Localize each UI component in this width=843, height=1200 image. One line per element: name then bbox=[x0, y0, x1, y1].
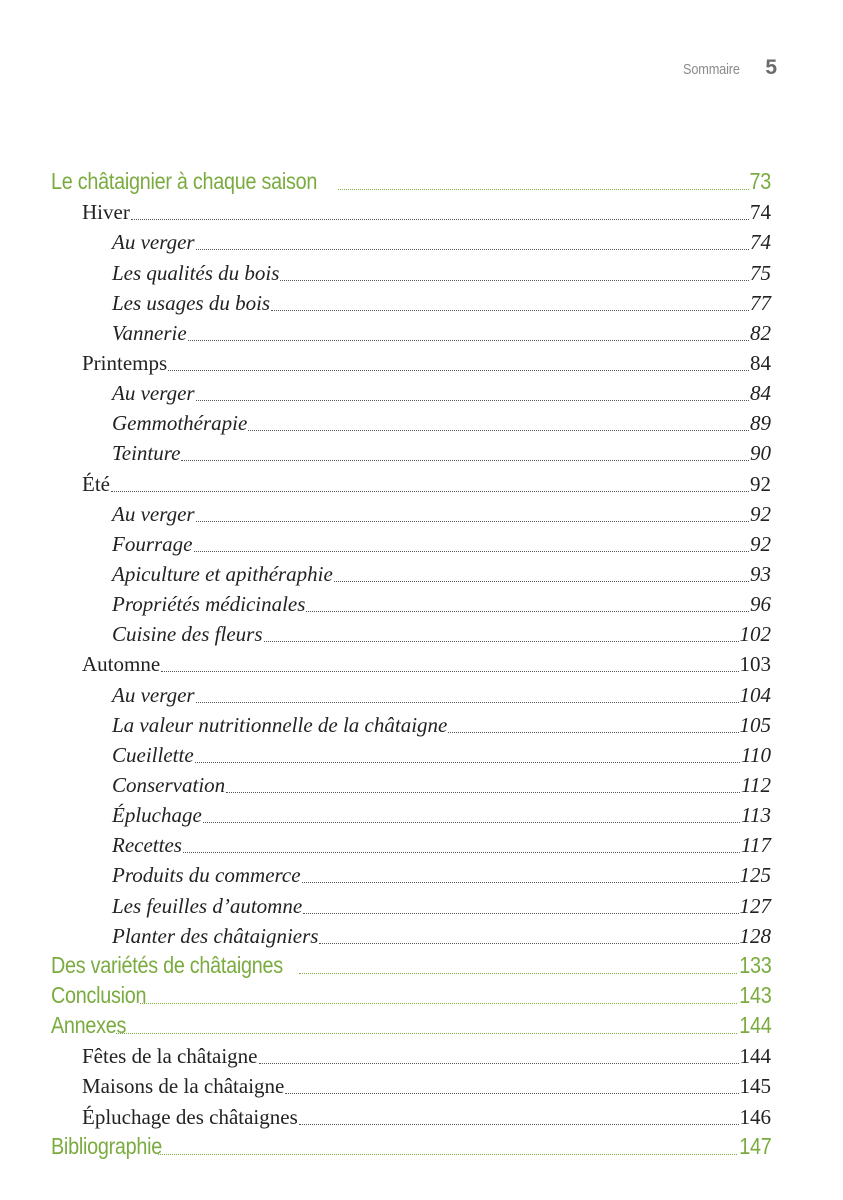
toc-entry-page: 92 bbox=[750, 531, 771, 556]
dot-leader bbox=[196, 249, 749, 250]
dot-leader bbox=[303, 913, 738, 914]
dot-leader bbox=[196, 400, 749, 401]
toc-entry-title: Épluchage des châtaignes bbox=[82, 1104, 298, 1129]
toc-subsection[interactable] bbox=[0, 589, 843, 619]
toc-subsection[interactable] bbox=[0, 740, 843, 770]
toc-entry-title: Épluchage bbox=[112, 803, 202, 828]
toc-subsection[interactable] bbox=[0, 499, 843, 529]
toc-section[interactable] bbox=[0, 1071, 843, 1101]
toc-section[interactable] bbox=[0, 1101, 843, 1131]
toc-subsection[interactable] bbox=[0, 318, 843, 348]
dot-leader bbox=[285, 1093, 738, 1094]
toc-entry-title: Annexes bbox=[51, 1012, 127, 1039]
toc-chapter[interactable] bbox=[0, 951, 843, 981]
toc-chapter[interactable] bbox=[0, 1011, 843, 1041]
toc-entry-page: 75 bbox=[750, 260, 771, 285]
toc-entry-page: 74 bbox=[750, 200, 771, 225]
dot-leader bbox=[280, 280, 749, 281]
toc-subsection[interactable] bbox=[0, 921, 843, 951]
toc-entry-page: 117 bbox=[741, 833, 771, 858]
dot-leader bbox=[196, 521, 749, 522]
toc-entry-page: 102 bbox=[739, 622, 771, 647]
dot-leader bbox=[188, 340, 749, 341]
toc-entry-title: Bibliographie bbox=[51, 1132, 163, 1159]
dot-leader bbox=[259, 1063, 739, 1064]
toc-entry-page: 77 bbox=[750, 290, 771, 315]
toc-subsection[interactable] bbox=[0, 288, 843, 318]
dot-leader bbox=[319, 943, 738, 944]
dot-leader bbox=[306, 611, 749, 612]
toc-entry-page: 128 bbox=[739, 923, 771, 948]
toc-entry-title: Fêtes de la châtaigne bbox=[82, 1044, 258, 1069]
table-of-contents bbox=[0, 167, 843, 1162]
dot-leader bbox=[140, 1003, 737, 1004]
toc-entry-page: 110 bbox=[741, 742, 771, 767]
dot-leader bbox=[299, 973, 737, 974]
toc-subsection[interactable] bbox=[0, 408, 843, 438]
toc-entry-title: Les usages du bois bbox=[112, 290, 271, 315]
toc-entry-page: 96 bbox=[750, 592, 771, 617]
dot-leader bbox=[161, 671, 738, 672]
page-number: 5 bbox=[765, 56, 777, 79]
toc-entry-title: Produits du commerce bbox=[112, 863, 301, 888]
dot-leader bbox=[194, 551, 750, 552]
toc-subsection[interactable] bbox=[0, 679, 843, 709]
toc-entry-page: 125 bbox=[739, 863, 771, 888]
toc-entry-page: 144 bbox=[739, 1044, 771, 1069]
toc-entry-page: 143 bbox=[738, 981, 771, 1008]
toc-entry-page: 73 bbox=[749, 168, 771, 195]
toc-entry-title: Des variétés de châtaignes bbox=[51, 951, 283, 978]
toc-entry-title: Conservation bbox=[112, 772, 226, 797]
running-header-section: Sommaire bbox=[682, 61, 740, 78]
dot-leader bbox=[116, 1033, 736, 1034]
toc-section[interactable] bbox=[0, 197, 843, 227]
dot-leader bbox=[248, 430, 749, 431]
toc-entry-title: Été bbox=[82, 471, 110, 496]
toc-entry-title: Le châtaignier à chaque saison bbox=[51, 168, 318, 195]
toc-entry-page: 145 bbox=[739, 1074, 771, 1099]
toc-subsection[interactable] bbox=[0, 257, 843, 287]
dot-leader bbox=[195, 762, 740, 763]
toc-entry-title: Automne bbox=[82, 652, 161, 677]
toc-entry-page: 127 bbox=[739, 893, 771, 918]
toc-entry-title: Les qualités du bois bbox=[112, 260, 280, 285]
toc-entry-title: Gemmothérapie bbox=[112, 411, 248, 436]
toc-entry-page: 113 bbox=[741, 803, 771, 828]
toc-section[interactable] bbox=[0, 649, 843, 679]
toc-entry-title: Maisons de la châtaigne bbox=[82, 1074, 285, 1099]
toc-entry-title: Printemps bbox=[82, 350, 168, 375]
dot-leader bbox=[448, 732, 738, 733]
dot-leader bbox=[302, 882, 739, 883]
toc-entry-page: 84 bbox=[750, 381, 771, 406]
toc-subsection[interactable] bbox=[0, 830, 843, 860]
toc-entry-page: 105 bbox=[739, 712, 771, 737]
toc-entry-page: 112 bbox=[741, 772, 771, 797]
toc-entry-page: 103 bbox=[739, 652, 771, 677]
toc-entry-title: Propriétés médicinales bbox=[112, 592, 306, 617]
dot-leader bbox=[111, 491, 749, 492]
toc-entry-title: Apiculture et apithéraphie bbox=[112, 561, 333, 586]
toc-entry-page: 92 bbox=[750, 471, 771, 496]
dot-leader bbox=[168, 370, 749, 371]
toc-subsection[interactable] bbox=[0, 770, 843, 800]
toc-entry-title: La valeur nutritionnelle de la châtaigne bbox=[112, 712, 448, 737]
toc-entry-title: Au verger bbox=[112, 682, 195, 707]
toc-entry-title: Hiver bbox=[82, 200, 130, 225]
toc-entry-title: Au verger bbox=[112, 230, 195, 255]
toc-subsection[interactable] bbox=[0, 378, 843, 408]
toc-subsection[interactable] bbox=[0, 438, 843, 468]
toc-entry-title: Au verger bbox=[112, 381, 195, 406]
toc-entry-page: 90 bbox=[750, 441, 771, 466]
toc-entry-title: Conclusion bbox=[51, 981, 147, 1008]
toc-entry-page: 74 bbox=[750, 230, 771, 255]
toc-section[interactable] bbox=[0, 348, 843, 378]
toc-section[interactable] bbox=[0, 1041, 843, 1071]
dot-leader bbox=[338, 189, 749, 190]
toc-subsection[interactable] bbox=[0, 860, 843, 890]
toc-entry-title: Planter des châtaigniers bbox=[112, 923, 319, 948]
toc-subsection[interactable] bbox=[0, 800, 843, 830]
dot-leader bbox=[299, 1124, 739, 1125]
toc-entry-page: 89 bbox=[750, 411, 771, 436]
toc-subsection[interactable] bbox=[0, 619, 843, 649]
dot-leader bbox=[203, 822, 740, 823]
toc-entry-title: Cueillette bbox=[112, 742, 194, 767]
toc-entry-page: 133 bbox=[738, 951, 771, 978]
toc-entry-page: 104 bbox=[739, 682, 771, 707]
toc-subsection[interactable] bbox=[0, 227, 843, 257]
dot-leader bbox=[264, 641, 739, 642]
toc-entry-page: 92 bbox=[750, 501, 771, 526]
toc-entry-page: 82 bbox=[750, 320, 771, 345]
toc-chapter[interactable] bbox=[0, 167, 843, 197]
toc-entry-page: 144 bbox=[738, 1012, 771, 1039]
toc-entry-page: 93 bbox=[750, 561, 771, 586]
dot-leader bbox=[158, 1154, 736, 1155]
toc-subsection[interactable] bbox=[0, 559, 843, 589]
dot-leader bbox=[131, 219, 749, 220]
toc-entry-title: Vannerie bbox=[112, 320, 187, 345]
toc-entry-title: Les feuilles d’automne bbox=[112, 893, 303, 918]
dot-leader bbox=[181, 460, 749, 461]
toc-entry-title: Recettes bbox=[112, 833, 182, 858]
dot-leader bbox=[271, 310, 749, 311]
toc-chapter[interactable] bbox=[0, 981, 843, 1011]
toc-entry-page: 147 bbox=[738, 1132, 771, 1159]
toc-subsection[interactable] bbox=[0, 710, 843, 740]
dot-leader bbox=[183, 852, 740, 853]
running-header bbox=[673, 56, 777, 80]
toc-entry-title: Fourrage bbox=[112, 531, 193, 556]
dot-leader bbox=[226, 792, 740, 793]
toc-section[interactable] bbox=[0, 468, 843, 498]
toc-subsection[interactable] bbox=[0, 890, 843, 920]
toc-subsection[interactable] bbox=[0, 529, 843, 559]
toc-entry-title: Teinture bbox=[112, 441, 181, 466]
dot-leader bbox=[334, 581, 749, 582]
toc-entry-title: Cuisine des fleurs bbox=[112, 622, 263, 647]
toc-entry-title: Au verger bbox=[112, 501, 195, 526]
dot-leader bbox=[196, 702, 739, 703]
toc-chapter[interactable] bbox=[0, 1132, 843, 1162]
toc-entry-page: 84 bbox=[750, 350, 771, 375]
toc-entry-page: 146 bbox=[739, 1104, 771, 1129]
